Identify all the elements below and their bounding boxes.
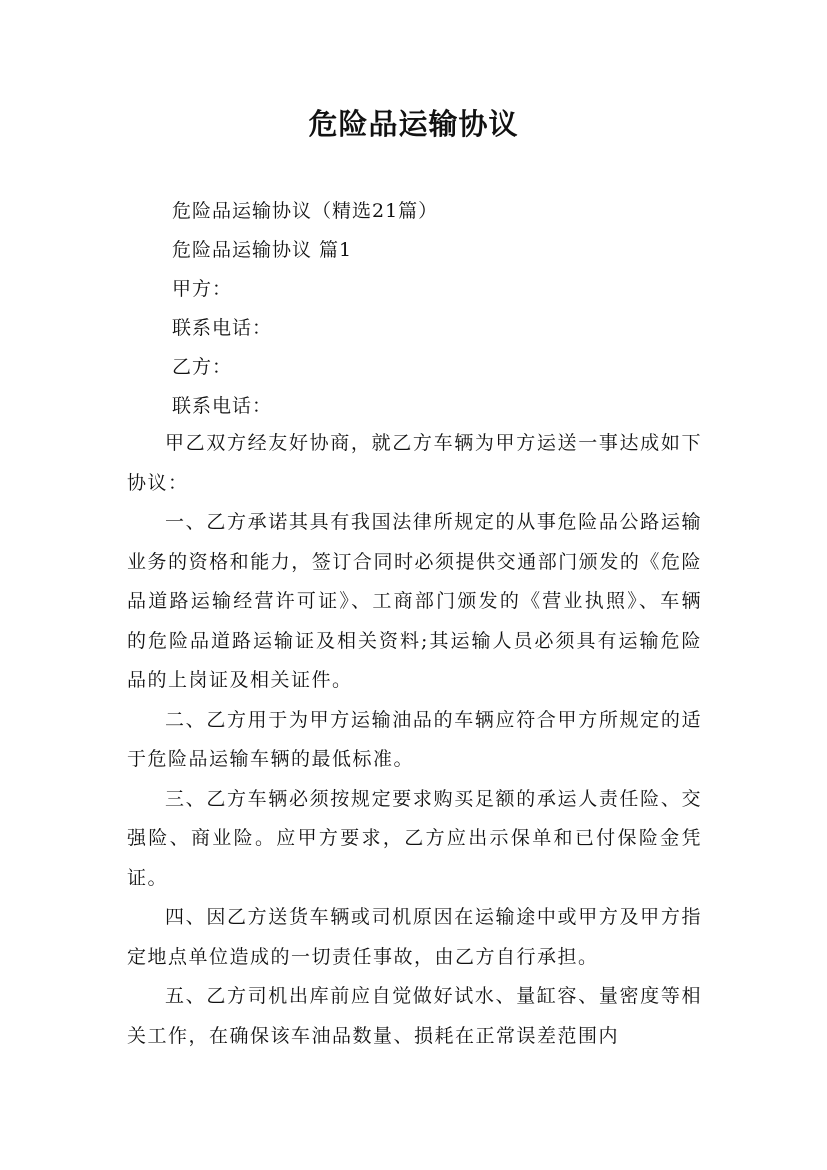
party-b-phone-label: 联系电话：: [172, 395, 273, 417]
document-title: 危险品运输协议: [308, 107, 519, 141]
document-body: [127, 424, 702, 1056]
party-b-label: 乙方：: [172, 356, 233, 378]
party-a-phone-label: 联系电话：: [172, 317, 273, 339]
clause-4: 四、因乙方送货车辆或司机原因在运输途中或甲方及甲方指定地点单位造成的一切责任事故，由乙方自行承担。: [127, 906, 702, 968]
clause-5: 五、乙方司机出库前应自觉做好试水、量缸容、量密度等相关工作，在确保该车油品数量、损耗在正常误差范围内: [127, 985, 702, 1047]
intro-text-after-blank: 一事达成如下协议：: [127, 432, 702, 494]
clause-3: 三、乙方车辆必须按规定要求购买足额的承运人责任险、交强险、商业险。应甲方要求，乙方应出示保单和已付保险金凭证。: [127, 787, 702, 889]
clause-1: 一、乙方承诺其具有我国法律所规定的从事危险品公路运输业务的资格和能力，签订合同时必须提供交通部门颁发的《危险品道路运输经营许可证》、工商部门颁发的《营业执照》、车辆的危险品道路运输证及相关资料;其运输人员必须具有运输危险品的上岗证及相关证件。: [127, 511, 702, 691]
article-heading: 危险品运输协议 篇1: [172, 239, 353, 261]
intro-text-before-blank: 甲乙双方经友好协商，就乙方车辆为甲方运送: [165, 432, 579, 454]
party-a-label: 甲方：: [172, 278, 233, 300]
document-subtitle: 危险品运输协议（精选21篇）: [172, 200, 439, 222]
intro-paragraph: [127, 424, 702, 503]
clause-2: 二、乙方用于为甲方运输油品的车辆应符合甲方所规定的适于危险品运输车辆的最低标准。: [127, 708, 702, 770]
